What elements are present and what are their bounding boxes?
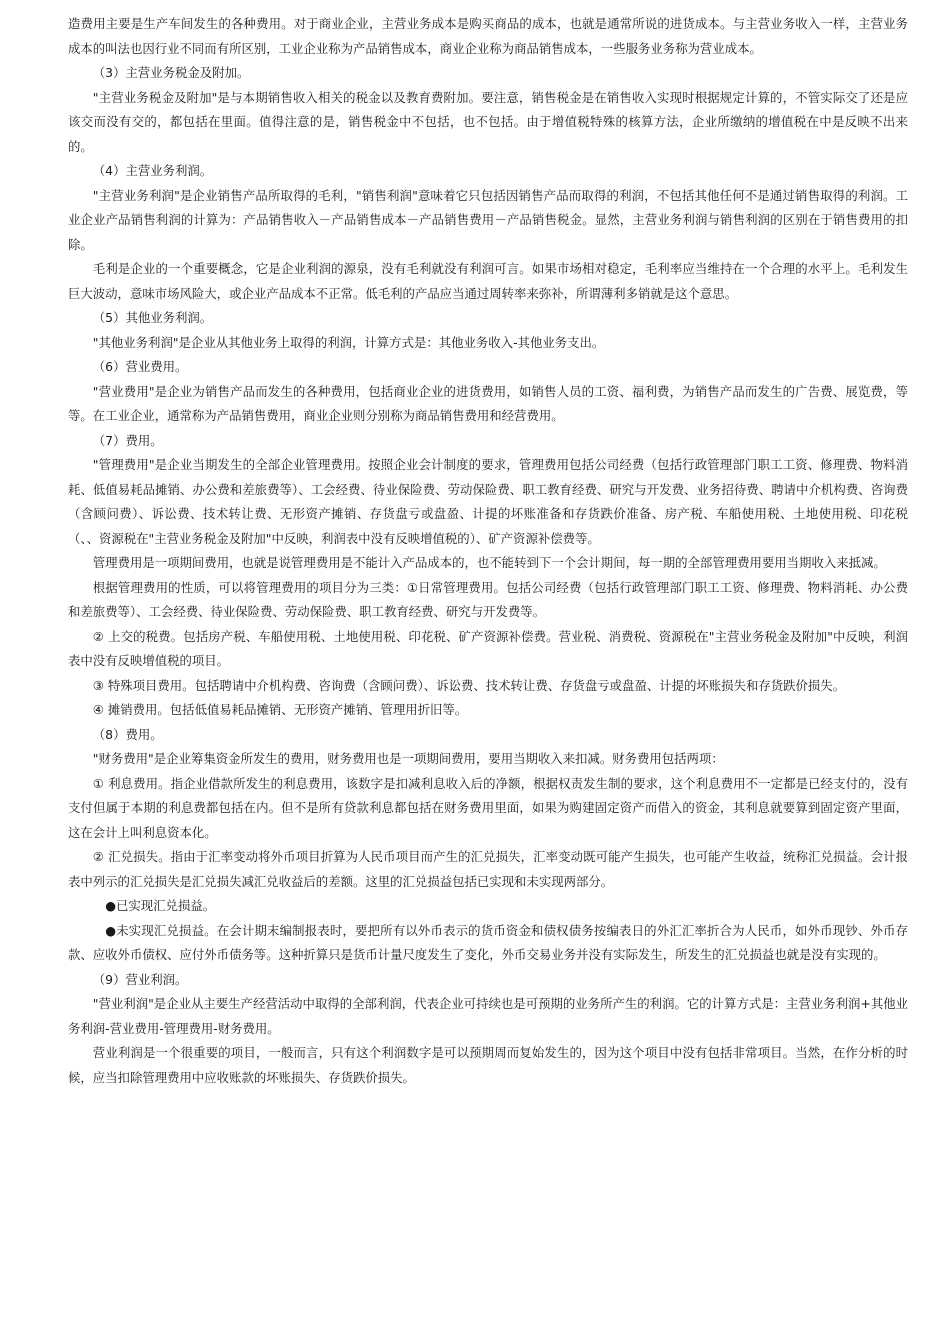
paragraph-operating-expenses: "营业费用"是企业为销售产品而发生的各种费用，包括商业企业的进货费用，如销售人员的工资、福利费，为销售产品而发生的广告费、展览费，等等。在工业企业，通常称为产品销售费用，商业企业则分别称为商品销售费用和经营费用。 [68, 383, 908, 423]
heading-other-business-profit: （5）其他业务利润。 [92, 310, 213, 325]
heading-main-business-tax: （3）主营业务税金及附加。 [92, 65, 250, 80]
heading-financial-expenses: （8）费用。 [92, 726, 163, 742]
paragraph-main-business-tax: "主营业务税金及附加"是与本期销售收入相关的税金以及教育费附加。要注意，销售税金是在销售收入实现时根据规定计算的，不管实际交了还是应该交而没有交的，都包括在里面。值得注意的是，销售税金中不包括，也不包括。由于增值税特殊的核算方法，企业所缴纳的增值税在中是反映不出来的。 [68, 89, 908, 154]
paragraph-amortization: ④ 摊销费用。包括低值易耗品摊销、无形资产摊销、管理用折旧等。 [92, 702, 468, 717]
heading-main-business-profit: （4）主营业务利润。 [92, 163, 213, 178]
bullet-unrealized-exchange: ●未实现汇兑损益。在会计期末编制报表时，要把所有以外币表示的货币资金和债权债务按编表日的外汇汇率折合为人民币，如外币现钞、外币存款、应收外币债权、应付外币债务等。这种折算只是货币计量尺度发生了变化，外币交易业务并没有实际发生，所发生的汇兑损益也就是没有实现的。 [68, 922, 908, 962]
paragraph-other-business-profit: "其他业务利润"是企业从其他业务上取得的利润，计算方式是：其他业务收入-其他业务支出。 [92, 334, 605, 350]
paragraph-admin-categories: 根据管理费用的性质，可以将管理费用的项目分为三类：①日常管理费用。包括公司经费（包括行政管理部门职工工资、修理费、物料消耗、办公费和差旅费等）、工会经费、待业保险费、劳动保险费、职工教育经费、研究与开发费等。 [68, 579, 908, 619]
paragraph-exchange-loss: ② 汇兑损失。指由于汇率变动将外币项目折算为人民币项目而产生的汇兑损失，汇率变动既可能产生损失，也可能产生收益，统称汇兑损益。会计报表中列示的汇兑损失是汇兑损失减汇兑收益后的差额。这里的汇兑损益包括已实现和未实现两部分。 [68, 849, 908, 889]
heading-operating-expenses: （6）营业费用。 [92, 359, 188, 374]
paragraph-taxes-paid: ② 上交的税费。包括房产税、车船使用税、土地使用税、印花税、矿产资源补偿费。营业税、消费税、资源税在"主营业务税金及附加"中反映，利润表中没有反映增值税的项目。 [68, 628, 908, 668]
heading-admin-expenses: （7）费用。 [92, 432, 163, 448]
paragraph-financial-expenses: "财务费用"是企业筹集资金所发生的费用，财务费用也是一项期间费用，要用当期收入来扣减。财务费用包括两项： [92, 751, 724, 766]
heading-operating-profit: （9）营业利润。 [92, 971, 188, 987]
paragraph-admin-expenses: "管理费用"是企业当期发生的全部企业管理费用。按照企业会计制度的要求，管理费用包括公司经费（包括行政管理部门职工工资、修理费、物料消耗、低值易耗品摊销、办公费和差旅费等）、工会经费、待业保险费、劳动保险费、职工教育经费、研究与开发费、业务招待费、聘请中介机构费、咨询费（含顾问费）、诉讼费、技术转让费、无形资产摊销、存货盘亏或盘盈、计提的坏账准备和存货跌价准备、房产税、车船使用税、土地使用税、印花税（、、资源税在"主营业务税金及附加"中反映，利润表中没有反映增值税的）、矿产资源补偿费等。 [68, 457, 908, 546]
paragraph-interest-expense: ① 利息费用。指企业借款所发生的利息费用，该数字是扣减利息收入后的净额，根据权责发生制的要求，这个利息费用不一定都是已经支付的，没有支付但属于本期的利息费都包括在内。但不是所有贷款利息都包括在财务费用里面，如果为购建固定资产而借入的资金，其利息就要算到固定资产里面，这在会计上叫利息资本化。 [68, 775, 908, 840]
bullet-realized-exchange: ●已实现汇兑损益。 [105, 898, 216, 913]
paragraph-cost-continued: 造费用主要是生产车间发生的各种费用。对于商业企业，主营业务成本是购买商品的成本，也就是通常所说的进货成本。与主营业务收入一样，主营业务成本的叫法也因行业不同而有所区别，工业企业称为产品销售成本，商业企业称为商品销售成本，一些服务业务称为营业成本。 [68, 16, 908, 56]
paragraph-period-expense: 管理费用是一项期间费用，也就是说管理费用是不能计入产品成本的，也不能转到下一个会计期间，每一期的全部管理费用要用当期收入来抵减。 [92, 555, 886, 570]
paragraph-special-items: ③ 特殊项目费用。包括聘请中介机构费、咨询费（含顾问费）、诉讼费、技术转让费、存货盘亏或盘盈、计提的坏账损失和存货跌价损失。 [92, 677, 846, 693]
paragraph-operating-profit-analysis: 营业利润是一个很重要的项目，一般而言，只有这个利润数字是可以预期周而复始发生的，因为这个项目中没有包括非常项目。当然，在作分析的时候，应当扣除管理费用中应收账款的坏账损失、存货跌价损失。 [68, 1045, 908, 1085]
paragraph-gross-profit: 毛利是企业的一个重要概念，它是企业利润的源泉，没有毛利就没有利润可言。如果市场相对稳定，毛利率应当维持在一个合理的水平上。毛利发生巨大波动，意味市场风险大，或企业产品成本不正常。低毛利的产品应当通过周转率来弥补，所谓薄利多销就是这个意思。 [68, 261, 908, 301]
paragraph-operating-profit: "营业利润"是企业从主要生产经营活动中取得的全部利润，代表企业可持续也是可预期的业务所产生的利润。它的计算方式是：主营业务利润+其他业务利润-营业费用-管理费用-财务费用。 [68, 996, 908, 1036]
paragraph-main-business-profit: "主营业务利润"是企业销售产品所取得的毛利，"销售利润"意味着它只包括因销售产品而取得的利润，不包括其他任何不是通过销售取得的利润。工业企业产品销售利润的计算为：产品销售收入－产品销售成本－产品销售费用－产品销售税金。显然，主营业务利润与销售利润的区别在于销售费用的扣除。 [68, 187, 908, 252]
